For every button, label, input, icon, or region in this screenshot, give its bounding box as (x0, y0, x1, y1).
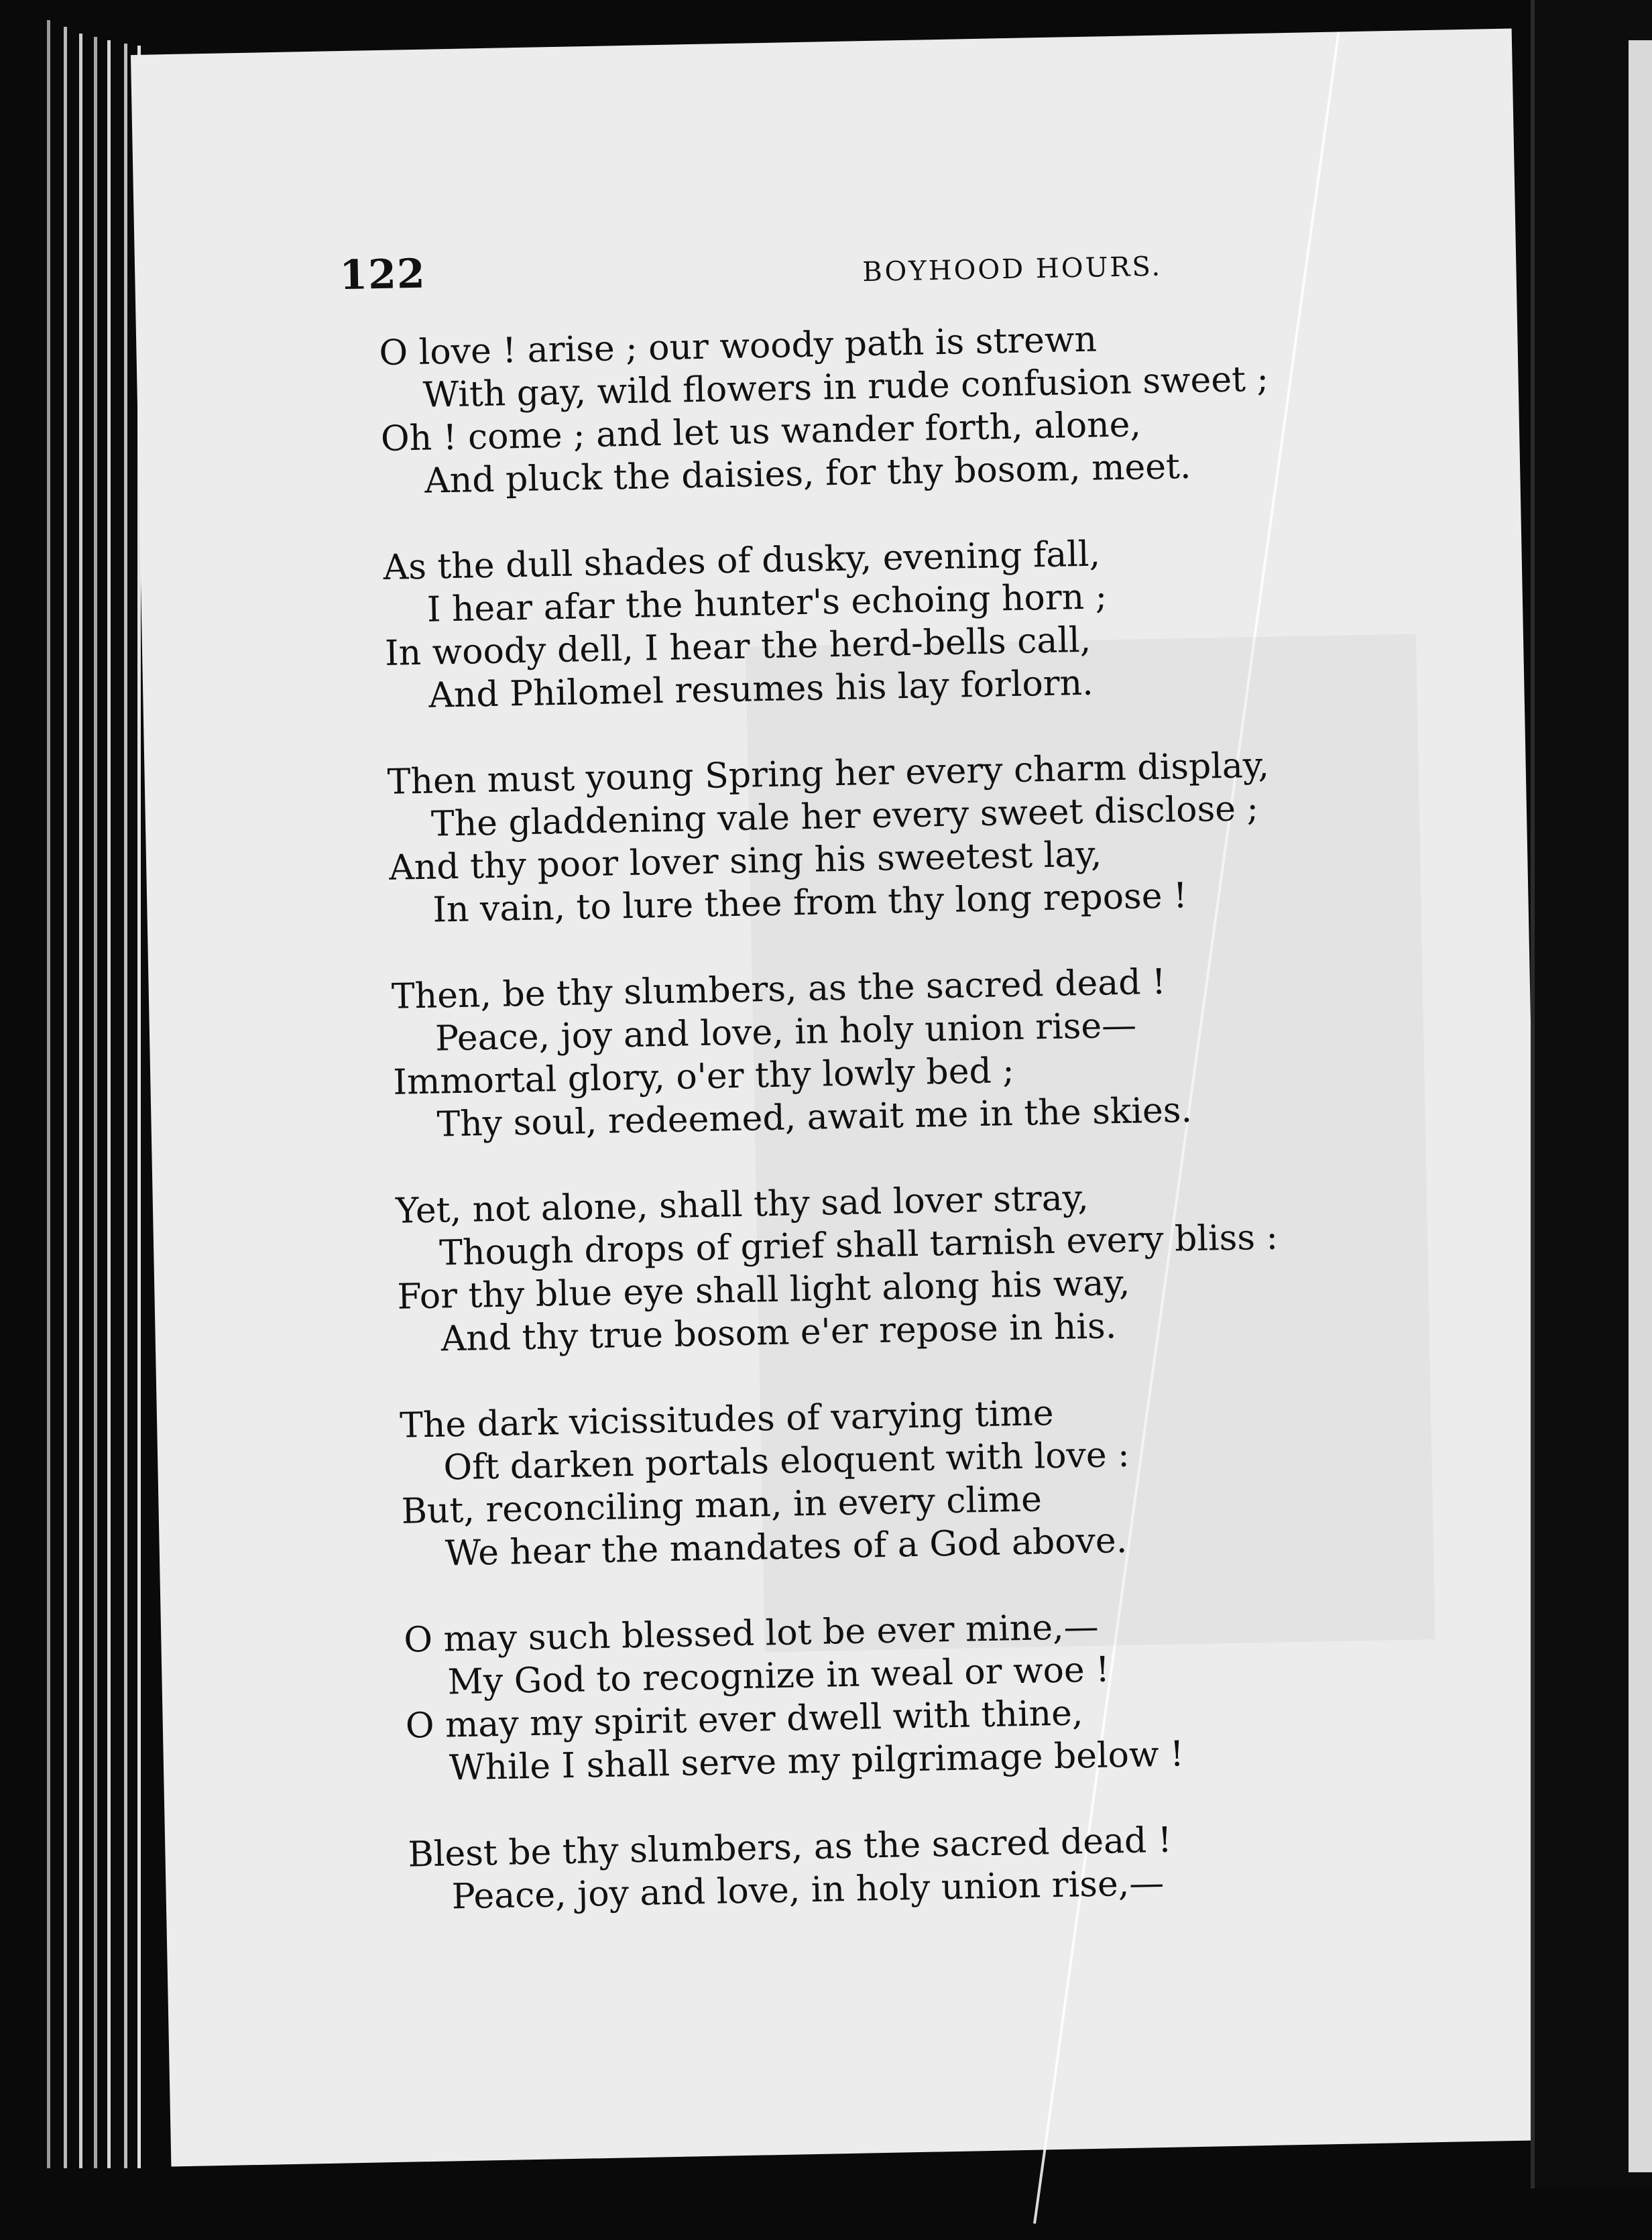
page-edge (64, 27, 67, 2168)
poem-line: Though drops of grief shall tarnish every bliss : (438, 1217, 1279, 1274)
poem-line: With gay, wild flowers in rude confusion sweet ; (422, 359, 1269, 416)
poem-line: But, reconciling man, in every clime (401, 1479, 1043, 1532)
stanza (387, 740, 1496, 933)
poem-line: O love ! arise ; our woody path is strewn (378, 319, 1098, 374)
book-page (131, 29, 1552, 2167)
page-edge (47, 20, 50, 2168)
poem-line: Yet, not alone, shall thy sad lover stray, (395, 1177, 1089, 1232)
facing-page-edge (1629, 40, 1652, 2172)
page-number: 122 (339, 250, 426, 300)
poem-line: Then, be thy slumbers, as the sacred dead ! (391, 961, 1167, 1017)
poem-line: The gladdening vale her every sweet disclose ; (430, 788, 1259, 845)
poem (379, 310, 1516, 1962)
poem-line: I hear afar the hunter's echoing horn ; (426, 577, 1108, 630)
running-head (339, 233, 1345, 300)
stanza (396, 1169, 1505, 1362)
poem-line: Oh ! come ; and let us wander forth, alone, (380, 404, 1142, 460)
poem-line: O may such blessed lot be ever mine,— (403, 1606, 1100, 1661)
poem-line: As the dull shades of dusky, evening fall, (383, 534, 1101, 588)
poem-line: Peace, joy and love, in holy union rise,— (451, 1863, 1165, 1918)
poem-line: My God to recognize in weal or woe ! (447, 1649, 1110, 1703)
poem-line: For thy blue eye shall light along his way, (397, 1262, 1130, 1317)
stanza (383, 525, 1492, 718)
poem-line: Then must young Spring her every charm display, (387, 745, 1270, 803)
poem-line: Peace, joy and love, in holy union rise— (434, 1005, 1137, 1059)
poem-line: And thy true bosom e'er repose in his. (440, 1306, 1117, 1360)
stanza (408, 1812, 1515, 1920)
poem-line: And pluck the daisies, for thy bosom, meet. (424, 446, 1191, 502)
stanza (391, 954, 1500, 1147)
poem-line: And Philomel resumes his lay forlorn. (428, 662, 1094, 716)
page-edge (124, 44, 127, 2168)
page-edge (79, 34, 82, 2168)
stanza (404, 1598, 1513, 1791)
poem-line: While I shall serve my pilgrimage below ! (449, 1734, 1185, 1789)
poem-line: In vain, to lure thee from thy long repose ! (432, 876, 1188, 931)
poem-line: Thy soul, redeemed, await me in the skies. (436, 1089, 1193, 1145)
poem-line: And thy poor lover sing his sweetest lay, (388, 834, 1102, 888)
poem-line: Immortal glory, o'er thy lowly bed ; (392, 1051, 1015, 1103)
poem-line: We hear the mandates of a God above. (445, 1520, 1128, 1574)
poem-line: O may my spirit ever dwell with thine, (405, 1693, 1083, 1747)
poem-line: In woody dell, I hear the herd-bells call, (384, 620, 1092, 674)
poem-line: The dark vicissitudes of varying time (399, 1393, 1055, 1446)
running-title: BOYHOOD HOURS. (862, 251, 1163, 288)
stanza (400, 1383, 1509, 1576)
stanza (379, 310, 1488, 504)
page-edge (94, 37, 97, 2168)
poem-line: Oft darken portals eloquent with love : (442, 1434, 1130, 1488)
page-edge (107, 40, 111, 2168)
poem-line: Blest be thy slumbers, as the sacred dead ! (407, 1820, 1173, 1875)
